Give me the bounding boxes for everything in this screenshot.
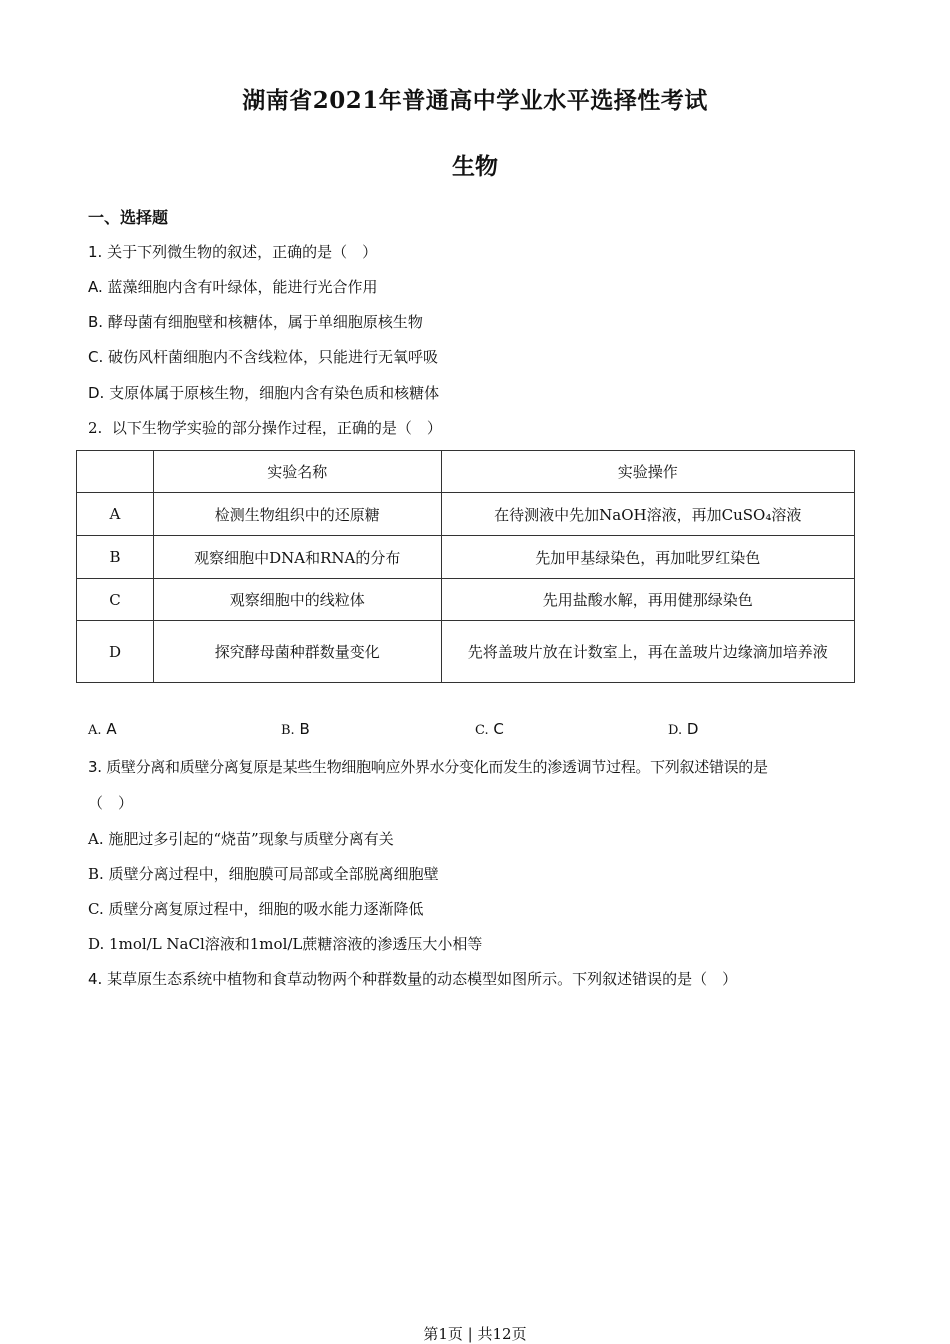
table-cell: 先将盖玻片放在计数室上，再在盖玻片边缘滴加培养液 [441,621,854,683]
question-2-stem: 2. 以下生物学实验的部分操作过程，正确的是（ ） [88,419,442,437]
question-2-option-d: D. D [668,720,699,738]
question-1-option-a: A. 蓝藻细胞内含有叶绿体，能进行光合作用 [88,278,378,296]
table-cell: 在待测液中先加NaOH溶液，再加CuSO₄溶液 [441,493,854,536]
question-2-option-b: B. B [281,720,310,738]
table-header-row [77,451,855,493]
table-cell: 先用盐酸水解，再用健那绿染色 [441,579,854,621]
question-3-stem: 3. 质壁分离和质壁分离复原是某些生物细胞响应外界水分变化而发生的渗透调节过程。下列叙述错误的是 [88,758,768,776]
table-cell: D [77,621,154,683]
question-3-stem-tail: （ ） [88,794,134,812]
question-3-option-a: A. 施肥过多引起的“烧苗”现象与质壁分离有关 [88,830,394,848]
page-footer: 第1页 | 共12页 [423,1325,527,1343]
question-3-option-c: C. 质壁分离复原过程中，细胞的吸水能力逐渐降低 [88,900,424,918]
question-1-option-c: C. 破伤风杆菌细胞内不含线粒体，只能进行无氧呼吸 [88,348,439,366]
table-row [77,621,855,683]
table-row [77,579,855,621]
section-heading: 一、选择题 [88,208,169,227]
table-cell: B [77,536,154,579]
question-4-stem: 4. 某草原生态系统中植物和食草动物两个种群数量的动态模型如图所示。下列叙述错误的是（ ） [88,970,738,988]
question-1-stem: 1. 关于下列微生物的叙述，正确的是（ ） [88,243,378,261]
subject-title: 生物 [452,153,498,180]
table-header-cell: 实验名称 [153,451,441,493]
table-row [77,493,855,536]
question-2-option-c: C. C [475,720,504,738]
question-2-option-a: A. A [88,720,117,738]
table-header-cell [77,451,154,493]
table-row [77,536,855,579]
exam-title: 湖南省2021年普通高中学业水平选择性考试 [242,87,708,114]
table-header-cell: 实验操作 [441,451,854,493]
table-cell: A [77,493,154,536]
question-1-option-b: B. 酵母菌有细胞壁和核糖体，属于单细胞原核生物 [88,313,423,331]
question-1-option-d: D. 支原体属于原核生物，细胞内含有染色质和核糖体 [88,384,440,402]
table-cell: 检测生物组织中的还原糖 [153,493,441,536]
table-cell: C [77,579,154,621]
table-cell: 观察细胞中的线粒体 [153,579,441,621]
question-3-option-b: B. 质壁分离过程中，细胞膜可局部或全部脱离细胞壁 [88,865,439,883]
table-cell: 观察细胞中DNA和RNA的分布 [153,536,441,579]
table-cell: 先加甲基绿染色，再加吡罗红染色 [441,536,854,579]
experiment-table [76,450,855,683]
question-3-option-d: D. 1mol/L NaCl溶液和1mol/L蔗糖溶液的渗透压大小相等 [88,935,483,953]
table-cell: 探究酵母菌种群数量变化 [153,621,441,683]
